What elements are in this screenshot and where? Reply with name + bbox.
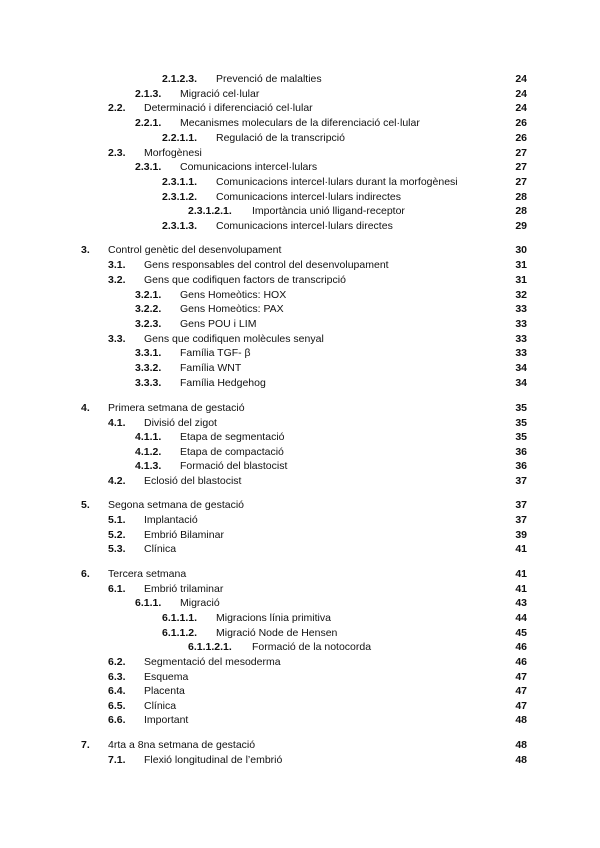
toc-entry [0,72,600,86]
toc-entry-number: 6.3. [108,671,126,683]
toc-entry [0,258,600,272]
toc-entry-page-number: 28 [515,191,527,203]
toc-entry [0,567,600,581]
toc-entry-number: 3.3. [108,333,126,345]
toc-entry-number: 6.1.1.2.1. [188,641,232,653]
toc-entry-page-number: 36 [515,460,527,472]
toc-entry-title: Esquema [144,671,189,683]
toc-entry [0,101,600,115]
toc-entry-page-number: 33 [515,347,527,359]
toc-entry-number: 3.2.2. [135,303,162,315]
toc-entry [0,430,600,444]
toc-entry-number: 6.1. [108,583,126,595]
toc-entry-number: 2.3.1.3. [162,220,198,232]
toc-entry [0,346,600,360]
toc-entry [0,655,600,669]
toc-entry-number: 5. [81,499,90,511]
toc-entry [0,116,600,130]
toc-entry-page-number: 33 [515,318,527,330]
toc-entry-title: Migració [180,597,220,609]
toc-entry-page-number: 41 [515,543,527,555]
toc-entry-page-number: 24 [515,102,527,114]
toc-entry-number: 6.1.1. [135,597,162,609]
toc-entry [0,684,600,698]
toc-entry-title: Embrió trilaminar [144,583,224,595]
toc-entry-title: Família WNT [180,362,242,374]
toc-entry-title: Regulació de la transcripció [216,132,345,144]
toc-entry-title: Gens POU i LIM [180,318,257,330]
toc-entry-title: Gens que codifiquen factors de transcripció [144,274,346,286]
toc-entry-number: 6. [81,568,90,580]
toc-entry-title: Gens Homeòtics: HOX [180,289,287,301]
toc-entry [0,582,600,596]
toc-entry [0,459,600,473]
toc-entry-title: Control genètic del desenvolupament [108,244,282,256]
toc-entry-title: Comunicacions intercel·lulars indirectes [216,191,401,203]
toc-entry-number: 4. [81,402,90,414]
toc-entry [0,361,600,375]
toc-entry-number: 2.2.1. [135,117,162,129]
toc-entry-page-number: 28 [515,205,527,217]
toc-entry-title: Morfogènesi [144,147,202,159]
toc-entry-page-number: 44 [515,612,527,624]
toc-entry-number: 2.2. [108,102,126,114]
toc-entry [0,753,600,767]
toc-entry-page-number: 29 [515,220,527,232]
toc-entry-number: 3.3.1. [135,347,162,359]
toc-entry [0,445,600,459]
toc-entry [0,317,600,331]
toc-entry-page-number: 24 [515,73,527,85]
toc-entry-number: 4.1.1. [135,431,162,443]
toc-entry [0,243,600,257]
toc-entry-page-number: 46 [515,656,527,668]
toc-entry-page-number: 47 [515,671,527,683]
toc-entry-number: 2.3.1. [135,161,162,173]
toc-entry [0,160,600,174]
toc-entry-title: 4rta a 8na setmana de gestació [108,739,256,751]
toc-entry-page-number: 39 [515,529,527,541]
toc-entry-number: 7.1. [108,754,126,766]
toc-entry-title: Migració cel·lular [180,88,260,100]
toc-entry-title: Flexió longitudinal de l’embrió [144,754,283,766]
toc-entry [0,204,600,218]
toc-entry [0,87,600,101]
toc-entry-page-number: 33 [515,303,527,315]
toc-entry-page-number: 26 [515,132,527,144]
toc-entry-title: Família TGF- β [180,347,251,359]
toc-entry-title: Comunicacions intercel·lulars durant la morfogènesi [216,176,458,188]
toc-entry-title: Etapa de segmentació [180,431,285,443]
toc-entry-title: Embrió Bilaminar [144,529,224,541]
toc-entry [0,713,600,727]
toc-entry-number: 6.5. [108,700,126,712]
toc-entry-number: 6.2. [108,656,126,668]
toc-entry-page-number: 27 [515,147,527,159]
toc-entry-title: Gens responsables del control del desenvolupament [144,259,389,271]
toc-entry-number: 3.2. [108,274,126,286]
toc-entry-page-number: 24 [515,88,527,100]
toc-entry-number: 3.3.3. [135,377,162,389]
toc-entry-title: Segmentació del mesoderma [144,656,281,668]
toc-entry-number: 6.1.1.2. [162,627,198,639]
toc-entry-title: Implantació [144,514,198,526]
toc-entry-title: Prevenció de malalties [216,73,322,85]
toc-entry-page-number: 48 [515,714,527,726]
toc-entry-title: Primera setmana de gestació [108,402,245,414]
toc-entry-number: 3. [81,244,90,256]
toc-entry-number: 4.2. [108,475,126,487]
toc-entry-page-number: 26 [515,117,527,129]
toc-entry-page-number: 31 [515,259,527,271]
toc-entry [0,738,600,752]
toc-entry-page-number: 41 [515,568,527,580]
toc-entry-number: 2.1.3. [135,88,162,100]
toc-entry-number: 6.4. [108,685,126,697]
toc-entry-number: 3.1. [108,259,126,271]
toc-entry-page-number: 35 [515,417,527,429]
toc-entry [0,273,600,287]
toc-entry-title: Divisió del zigot [144,417,217,429]
toc-entry-title: Formació de la notocorda [252,641,372,653]
toc-entry-title: Migració Node de Hensen [216,627,338,639]
toc-entry [0,596,600,610]
toc-entry-title: Eclosió del blastocist [144,475,242,487]
toc-entry [0,131,600,145]
toc-entry-title: Comunicacions intercel·lulars [180,161,318,173]
toc-entry-number: 7. [81,739,90,751]
toc-entry-title: Comunicacions intercel·lulars directes [216,220,393,232]
toc-entry-title: Clínica [144,543,177,555]
toc-entry-page-number: 30 [515,244,527,256]
toc-entry [0,332,600,346]
toc-entry-page-number: 34 [515,377,527,389]
toc-entry [0,146,600,160]
toc-entry-title: Clínica [144,700,177,712]
toc-entry-page-number: 33 [515,333,527,345]
toc-entry-title: Formació del blastocist [180,460,288,472]
toc-entry-page-number: 45 [515,627,527,639]
toc-entry-title: Gens Homeòtics: PAX [180,303,284,315]
toc-entry [0,498,600,512]
toc-entry-title: Mecanismes moleculars de la diferenciació cel·lular [180,117,420,129]
toc-entry-title: Importància unió lligand-receptor [252,205,405,217]
toc-entry [0,219,600,233]
toc-entry-number: 2.3.1.1. [162,176,198,188]
toc-entry-page-number: 35 [515,431,527,443]
toc-entry-page-number: 48 [515,754,527,766]
toc-entry [0,513,600,527]
toc-entry-number: 4.1.3. [135,460,162,472]
toc-entry-number: 5.3. [108,543,126,555]
toc-entry-title: Família Hedgehog [180,377,266,389]
toc-entry-title: Important [144,714,189,726]
toc-entry [0,401,600,415]
toc-entry [0,528,600,542]
toc-entry-page-number: 34 [515,362,527,374]
toc-entry-page-number: 37 [515,499,527,511]
toc-entry-number: 5.2. [108,529,126,541]
toc-entry-number: 6.1.1.1. [162,612,198,624]
toc-entry [0,699,600,713]
toc-entry-page-number: 46 [515,641,527,653]
toc-entry [0,626,600,640]
toc-entry-page-number: 37 [515,514,527,526]
toc-entry-title: Migracions línia primitiva [216,612,331,624]
toc-entry-number: 2.1.2.3. [162,73,198,85]
toc-entry-number: 3.2.1. [135,289,162,301]
toc-entry [0,288,600,302]
toc-entry-page-number: 43 [515,597,527,609]
toc-entry-title: Gens que codifiquen molècules senyal [144,333,324,345]
toc-entry-number: 2.3.1.2. [162,191,198,203]
toc-entry-title: Placenta [144,685,185,697]
toc-entry-page-number: 27 [515,161,527,173]
toc-entry-title: Segona setmana de gestació [108,499,245,511]
toc-entry-page-number: 27 [515,176,527,188]
toc-entry-page-number: 47 [515,685,527,697]
toc-entry-number: 3.2.3. [135,318,162,330]
toc-entry [0,190,600,204]
toc-entry-page-number: 31 [515,274,527,286]
toc-entry-title: Tercera setmana [108,568,187,580]
toc-entry [0,376,600,390]
toc-entry-page-number: 32 [515,289,527,301]
toc-entry [0,302,600,316]
toc-entry [0,542,600,556]
toc-entry-page-number: 37 [515,475,527,487]
toc-entry-page-number: 47 [515,700,527,712]
toc-entry-page-number: 35 [515,402,527,414]
toc-entry-number: 4.1.2. [135,446,162,458]
toc-entry-number: 2.2.1.1. [162,132,198,144]
toc-entry-number: 5.1. [108,514,126,526]
toc-entry [0,175,600,189]
toc-entry-number: 4.1. [108,417,126,429]
toc-entry-title: Determinació i diferenciació cel·lular [144,102,313,114]
toc-entry-title: Etapa de compactació [180,446,284,458]
toc-entry-number: 2.3. [108,147,126,159]
toc-entry [0,640,600,654]
toc-entry-page-number: 48 [515,739,527,751]
toc-entry-page-number: 36 [515,446,527,458]
toc-entry-number: 2.3.1.2.1. [188,205,232,217]
toc-entry-page-number: 41 [515,583,527,595]
toc-entry-number: 3.3.2. [135,362,162,374]
toc-entry [0,416,600,430]
toc-entry [0,474,600,488]
toc-entry [0,670,600,684]
toc-entry [0,611,600,625]
toc-entry-number: 6.6. [108,714,126,726]
